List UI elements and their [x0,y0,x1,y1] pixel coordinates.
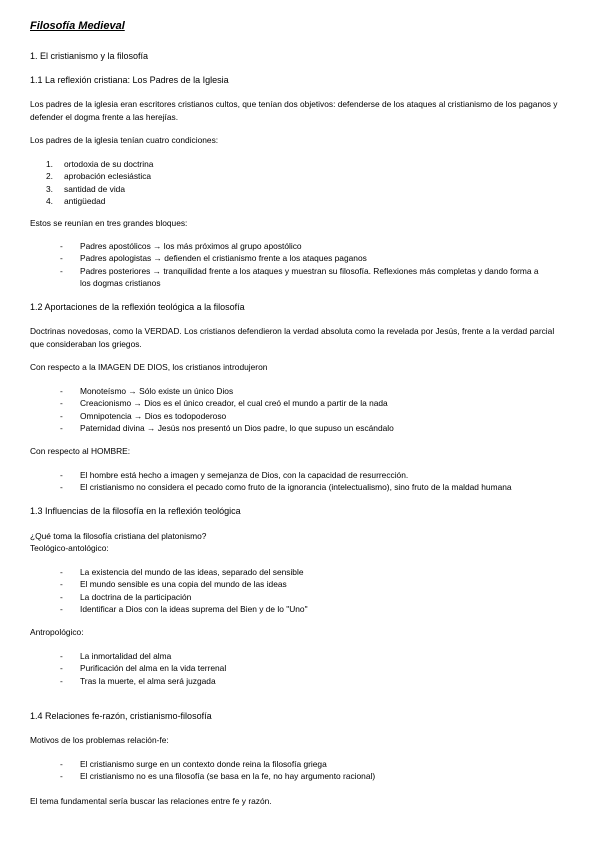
list-item: - Padres apostólicos → los más próximos al grupo apostólico [60,241,302,251]
list-item: 2. aprobación eclesiástica [46,171,152,182]
list-item: - Identificar a Dios con la ideas suprema del Bien y de lo "Uno" [60,603,308,614]
paragraph-padres-objetivos: Los padres de la iglesia eran escritores cristianos cultos, que tenían dos objetivos: defenderse de los ataques al cristianismo de los paganos y defender el dogma frente a las herejías. [30,99,558,122]
list-item: 3. santidad de vida [46,183,125,194]
list-item: - El cristianismo no es una filosofía (se basa en la fe, no hay argumento racional) [60,771,376,782]
list-item: - El cristianismo no considera el pecado como fruto de la ignorancia (intelectualismo), sino fruto de la maldad humana [60,482,512,493]
heading-section-1: 1. El cristianismo y la filosofía [30,51,149,61]
heading-section-1-4: 1.4 Relaciones fe-razón, cristianismo-filosofía [30,711,212,721]
list-item: - Tras la muerte, el alma será juzgada [60,675,216,686]
paragraph-hombre-intro: Con respecto al HOMBRE: [30,446,131,456]
list-item: - La inmortalidad del alma [60,651,172,661]
heading-section-1-2: 1.2 Aportaciones de la reflexión teológica a la filosofía [30,302,245,312]
list-item: - Padres apologistas → defienden el cristianismo frente a los ataques paganos [60,253,367,264]
motives-list [60,758,570,783]
list-item: - Monoteísmo → Sólo existe un único Dios [60,386,234,396]
paragraph-tema-fundamental: El tema fundamental sería buscar las relaciones entre fe y razón. [30,796,272,806]
list-item: - Padres posteriores → tranquilidad frente a los ataques y muestran su filosofía. Reflexiones más completas y dando forma a los dogmas cristianos [60,265,539,288]
man-list [60,469,570,494]
list-item: - La existencia del mundo de las ideas, separado del sensible [60,567,304,577]
document-title: Filosofía Medieval [30,20,125,32]
paragraph-motivos-intro: Motivos de los problemas relación-fe: [30,735,169,745]
list-item: - Omnipotencia → Dios es todopoderoso [60,410,227,421]
god-list [60,385,540,434]
list-item: 1. ortodoxia de su doctrina [46,159,154,169]
theological-list [60,566,540,615]
list-item: - El hombre está hecho a imagen y semejanza de Dios, con la capacidad de resurrección. [60,470,409,480]
list-item: - Creacionismo → Dios es el único creador, el cual creó el mundo a partir de la nada [60,398,388,409]
list-item: - La doctrina de la participación [60,591,192,602]
conditions-list [46,158,154,207]
paragraph-condiciones-intro: Los padres de la iglesia tenían cuatro condiciones: [30,135,219,145]
paragraph-bloques-intro: Estos se reunían en tres grandes bloques: [30,218,188,228]
list-item: - El mundo sensible es una copia del mundo de las ideas [60,579,287,590]
list-item: - Paternidad divina → Jesús nos presentó un Dios padre, lo que supuso un escándalo [60,422,394,433]
paragraph-imagen-dios-intro: Con respecto a la IMAGEN DE DIOS, los cristianos introdujeron [30,362,268,372]
paragraph-verdad: Doctrinas novedosas, como la VERDAD. Los cristianos defendieron la verdad absoluta como la revelada por Jesús, frente a la verdad parcial que consideraban los griegos. [30,326,555,349]
question-platonismo: ¿Qué toma la filosofía cristiana del platonismo? [30,531,207,541]
list-item: - Purificación del alma en la vida terrenal [60,663,227,674]
heading-section-1-3: 1.3 Influencias de la filosofía en la reflexión teológica [30,506,241,516]
label-teologico: Teológico-antológico: [30,543,109,553]
blocks-list [60,240,540,289]
anthropological-list [60,650,540,687]
list-item: - El cristianismo surge en un contexto donde reina la filosofía griega [60,759,327,769]
label-antropologico: Antropológico: [30,627,84,637]
list-item: 4. antigüedad [46,195,106,206]
heading-section-1-1: 1.1 La reflexión cristiana: Los Padres de la Iglesia [30,75,229,85]
